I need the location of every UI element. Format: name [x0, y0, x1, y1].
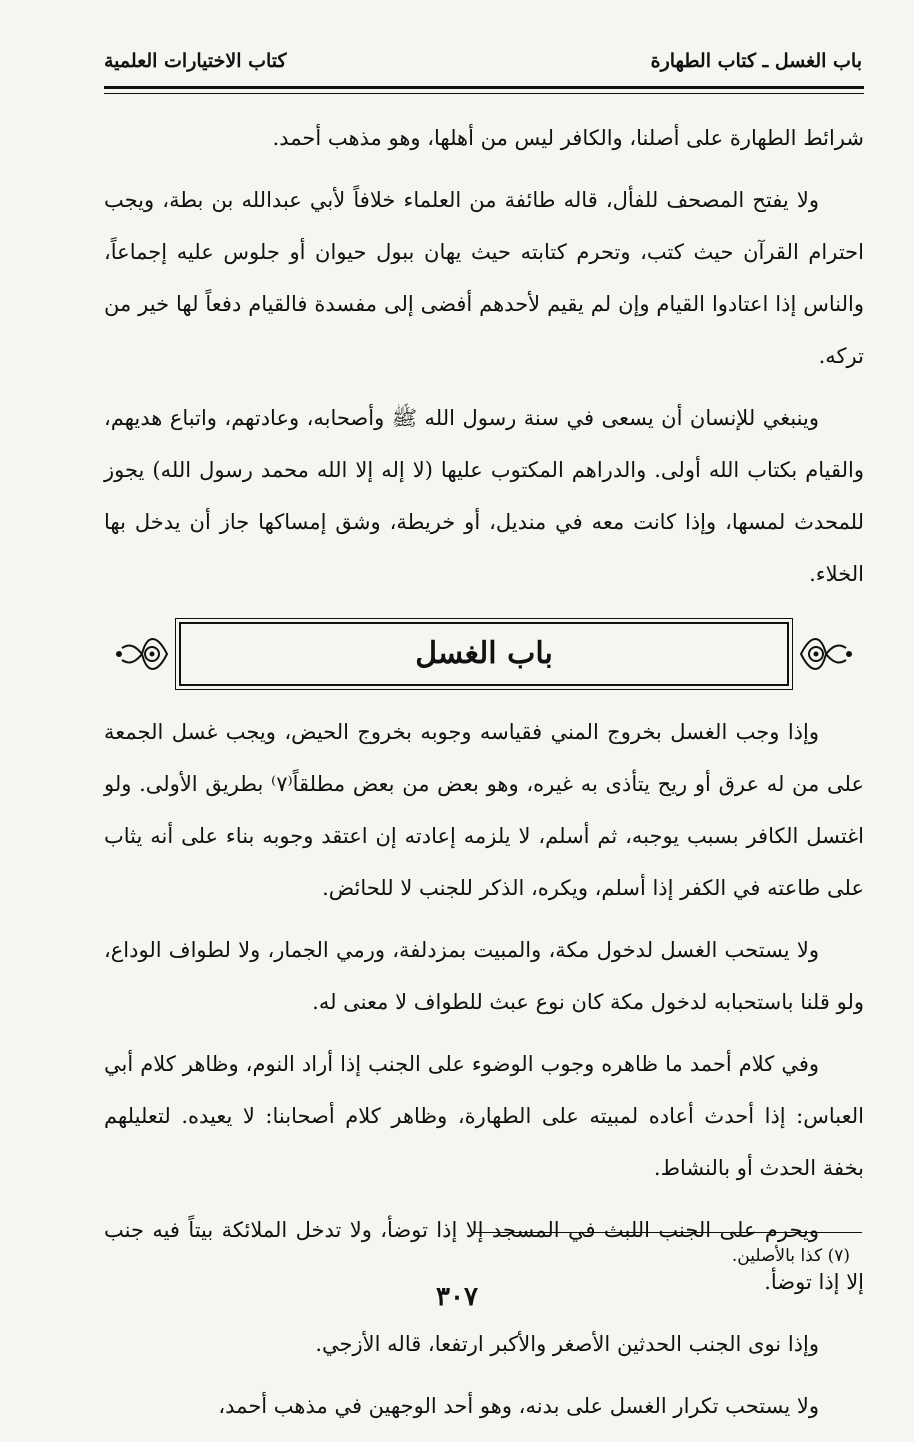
paragraph: شرائط الطهارة على أصلنا، والكافر ليس من أهلها، وهو مذهب أحمد. [272, 126, 864, 150]
section-title-frame [179, 622, 789, 686]
paragraph: ولا يفتح المصحف للفأل، قاله طائفة من العلماء خلافاً لأبي عبدالله بن بطة، ويجب احترام القرآن حيث كتب، وتحرم كتابته حيث يهان ببول حيوان أو جلوس عليه إجماعاً، والناس إذا اعتادوا القيام وإن لم يقيم لأحدهم أفضى إلى مفسدة فالقيام دفعاً لها خير من تركه. [104, 188, 864, 368]
footnote-separator [472, 1232, 862, 1233]
paragraph: وفي كلام أحمد ما ظاهره وجوب الوضوء على الجنب إذا أراد النوم، وظاهر كلام أبي العباس: إذا أحدث أعاده لمبيته على الطهارة، وظاهر كلام أصحابنا: لا يعيده. لتعليلهم بخفة الحدث أو بالنشاط. [104, 1052, 864, 1180]
paragraph: ويحرم على الجنب اللبث في المسجد إلا إذا توضأ، ولا تدخل الملائكة بيتاً فيه جنب إلا إذا توضأ. [104, 1218, 864, 1294]
running-header-book-title: كتاب الاختيارات العلمية [104, 50, 287, 72]
footnote: (٧) كذا بالأصلين. [731, 1246, 850, 1266]
running-header-chapter: باب الغسل ـ كتاب الطهارة [650, 50, 862, 72]
section-title: باب الغسل [415, 636, 553, 671]
header-rule-thick [104, 86, 864, 89]
paragraph: وإذا نوى الجنب الحدثين الأصغر والأكبر ارتفعا، قاله الأزجي. [315, 1332, 819, 1356]
arabesque-ornament-icon [114, 630, 172, 678]
paragraph: ولا يستحب تكرار الغسل على بدنه، وهو أحد الوجهين في مذهب أحمد، [218, 1394, 819, 1418]
paragraph: وينبغي للإنسان أن يسعى في سنة رسول الله ﷺ وأصحابه، وعادتهم، واتباع هديهم، والقيام بكتاب الله أولى. والدراهم المكتوب عليها (لا إله إلا الله محمد رسول الله) يجوز للمحدث لمسها، وإذا كانت معه في منديل، أو خريطة، وشق إمساكها جاز أن يدخل بها الخلاء. [104, 406, 864, 586]
page-number: ٣٠٧ [436, 1282, 478, 1312]
paragraph: ولا يستحب الغسل لدخول مكة، والمبيت بمزدلفة، ورمي الجمار، ولا لطواف الوداع، ولو قلنا باستحبابه لدخول مكة كان نوع عبث للطواف لا معنى له. [104, 938, 864, 1014]
page-body [104, 112, 864, 1442]
header-rule-thin [104, 93, 864, 94]
arabesque-ornament-icon [796, 630, 854, 678]
paragraph: وإذا وجب الغسل بخروج المني فقياسه وجوبه بخروج الحيض، ويجب غسل الجمعة على من له عرق أو ريح يتأذى به غيره، وهو بعض من بعض مطلقاً⁽٧⁾ بطريق الأولى. ولو اغتسل الكافر بسبب يوجبه، ثم أسلم، لا يلزمه إعادته إن اعتقد وجوبه بناء على أنه يثاب على طاعته في الكفر إذا أسلم، ويكره، الذكر للجنب لا للحائض. [104, 720, 864, 900]
section-banner [104, 610, 864, 698]
